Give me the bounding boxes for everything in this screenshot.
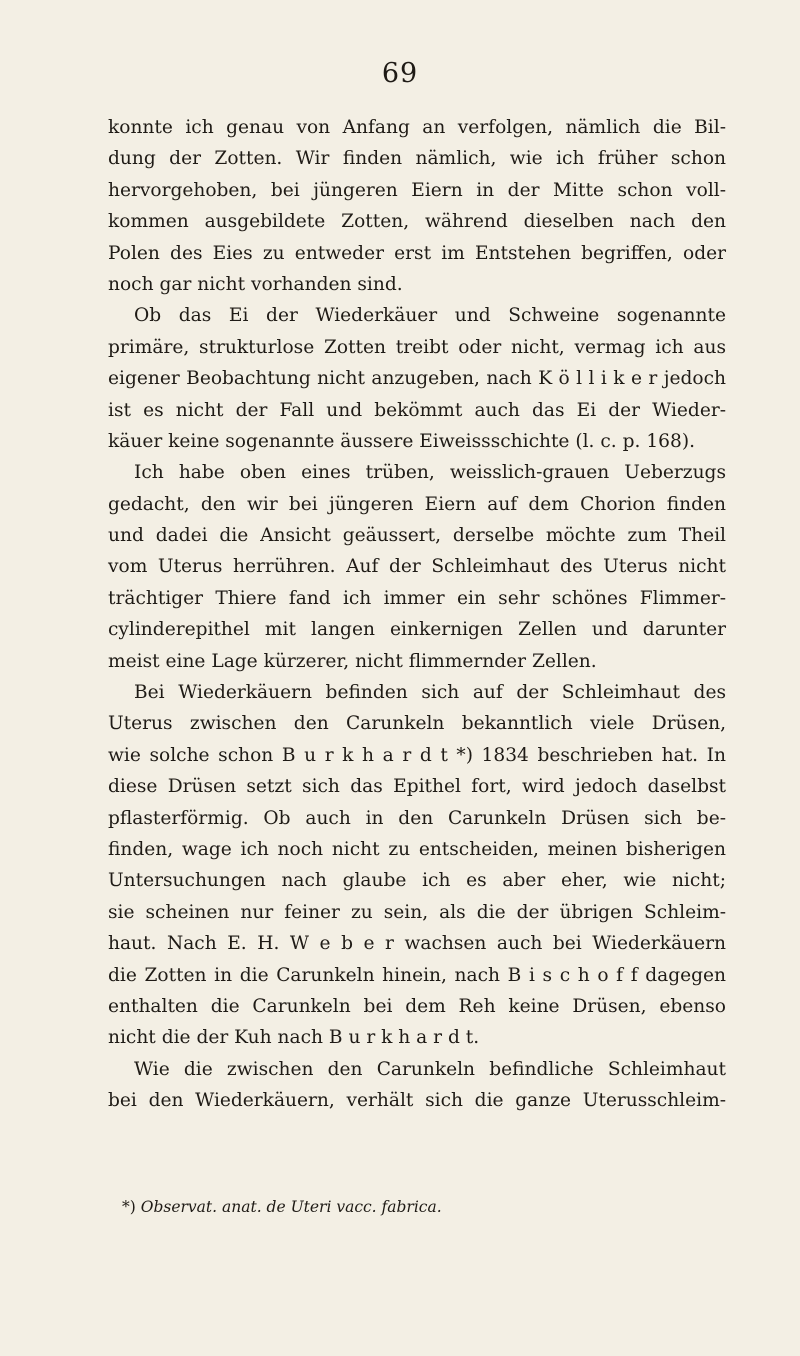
text-line: primäre, strukturlose Zotten treibt oder nicht, vermag ich aus bbox=[108, 336, 726, 358]
text-line: dung der Zotten. Wir finden nämlich, wie ich früher schon bbox=[108, 148, 726, 170]
text-line: Untersuchungen nach glaube ich es aber eher, wie nicht; bbox=[108, 870, 726, 892]
paragraph bbox=[108, 1054, 726, 1117]
text-line: käuer keine sogenannte äussere Eiweissschichte (l. c. p. 168). bbox=[108, 430, 695, 452]
text-line: Polen des Eies zu entweder erst im Entstehen begriffen, oder bbox=[108, 242, 726, 264]
paragraph bbox=[108, 457, 726, 677]
text-line: sie scheinen nur feiner zu sein, als die der übrigen Schleim- bbox=[108, 901, 726, 923]
paragraph bbox=[108, 677, 726, 1054]
text-line: kommen ausgebildete Zotten, während dieselben nach den bbox=[108, 211, 726, 233]
text-line: wie solche schon B u r k h a r d t *) 1834 beschrieben hat. In bbox=[108, 744, 726, 766]
text-line: cylinderepithel mit langen einkernigen Zellen und darunter bbox=[108, 619, 726, 641]
page-number: 69 bbox=[381, 58, 419, 89]
text-line: vom Uterus herrühren. Auf der Schleimhaut des Uterus nicht bbox=[108, 556, 726, 578]
text-line: trächtiger Thiere fand ich immer ein sehr schönes Flimmer- bbox=[108, 587, 726, 609]
footnote-mark: *) bbox=[122, 1198, 136, 1216]
text-line: Ob das Ei der Wiederkäuer und Schweine sogenannte bbox=[134, 305, 726, 327]
text-line: hervorgehoben, bei jüngeren Eiern in der Mitte schon voll- bbox=[108, 179, 726, 201]
text-line: diese Drüsen setzt sich das Epithel fort, wird jedoch daselbst bbox=[108, 776, 726, 798]
text-line: Uterus zwischen den Carunkeln bekanntlich viele Drüsen, bbox=[108, 713, 726, 735]
text-line: ist es nicht der Fall und bekömmt auch das Ei der Wieder- bbox=[108, 399, 726, 421]
footnote-text: Observat. anat. de Uteri vacc. fabrica. bbox=[140, 1198, 442, 1216]
text-line: gedacht, den wir bei jüngeren Eiern auf dem Chorion finden bbox=[108, 493, 726, 515]
text-line: Ich habe oben eines trüben, weisslich-grauen Ueberzugs bbox=[134, 462, 726, 484]
text-line: die Zotten in die Carunkeln hinein, nach B i s c h o f f dagegen bbox=[108, 964, 726, 986]
text-line: und dadei die Ansicht geäussert, derselbe möchte zum Theil bbox=[108, 525, 726, 547]
paragraph bbox=[108, 112, 726, 300]
text-line: Wie die zwischen den Carunkeln befindliche Schleimhaut bbox=[134, 1058, 726, 1080]
text-line: enthalten die Carunkeln bei dem Reh keine Drüsen, ebenso bbox=[108, 995, 726, 1017]
text-line: Bei Wiederkäuern befinden sich auf der Schleimhaut des bbox=[134, 682, 726, 704]
text-line: konnte ich genau von Anfang an verfolgen, nämlich die Bil- bbox=[108, 117, 726, 138]
text-line: bei den Wiederkäuern, verhält sich die ganze Uterusschleim- bbox=[108, 1090, 726, 1112]
text-line: eigener Beobachtung nicht anzugeben, nach K ö l l i k e r jedoch bbox=[108, 368, 726, 390]
footnote bbox=[108, 1196, 726, 1218]
text-line: pflasterförmig. Ob auch in den Carunkeln Drüsen sich be- bbox=[108, 807, 726, 829]
text-line: meist eine Lage kürzerer, nicht flimmernder Zellen. bbox=[108, 650, 597, 672]
body-text bbox=[108, 112, 726, 1117]
text-line: finden, wage ich noch nicht zu entscheiden, meinen bisherigen bbox=[108, 838, 726, 860]
text-line: noch gar nicht vorhanden sind. bbox=[108, 273, 403, 295]
text-line: haut. Nach E. H. W e b e r wachsen auch bei Wiederkäuern bbox=[108, 933, 726, 955]
text-line: nicht die der Kuh nach B u r k h a r d t. bbox=[108, 1027, 480, 1049]
paragraph bbox=[108, 300, 726, 457]
